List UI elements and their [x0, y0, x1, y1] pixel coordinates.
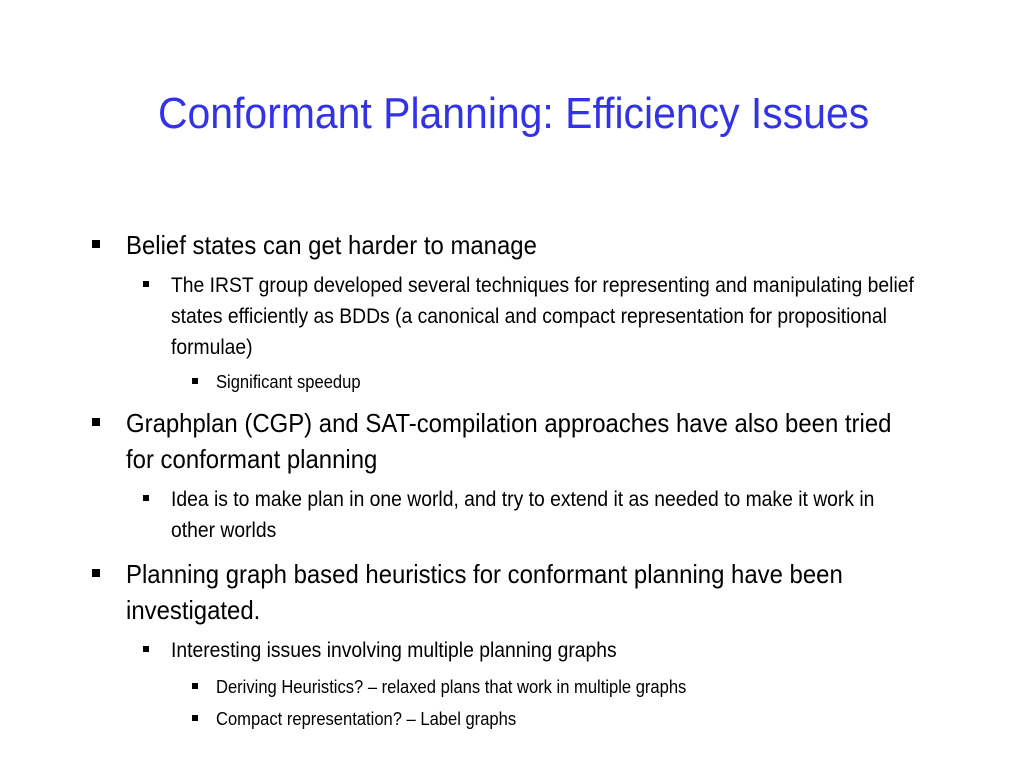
bullet-graphplan [126, 405, 966, 477]
bullet-text: Idea is to make plan in one world, and try to extend it as needed to make it work in other worlds [171, 488, 875, 542]
bullet-text: Deriving Heuristics? – relaxed plans that work in multiple graphs [216, 677, 687, 697]
bullet-planning-graph [126, 556, 966, 628]
square-bullet-icon [92, 240, 100, 248]
square-bullet-icon [143, 646, 149, 652]
bullet-text: Compact representation? – Label graphs [216, 709, 517, 729]
slide-title: Conformant Planning: Efficiency Issues [158, 89, 870, 138]
bullet-belief-states [126, 227, 966, 263]
square-bullet-icon [92, 569, 100, 577]
sub-sub-bullet-speedup [216, 369, 936, 395]
bullet-text: Planning graph based heuristics for conformant planning have been investigated. [126, 559, 843, 625]
bullet-text: Graphplan (CGP) and SAT-compilation approaches have also been tried for conformant planning [126, 408, 892, 474]
square-bullet-icon [143, 495, 149, 501]
bullet-text: Belief states can get harder to manage [126, 230, 537, 260]
sub-sub-bullet-compact-representation [216, 706, 936, 732]
sub-sub-bullet-deriving-heuristics [216, 674, 936, 700]
sub-bullet-irst-group [171, 270, 981, 363]
bullet-text: The IRST group developed several techniques for representing and manipulating belief states efficiently as BDDs (a canonical and compact representation for propositional formulae) [171, 274, 914, 359]
square-bullet-icon [92, 418, 100, 426]
bullet-text: Significant speedup [216, 372, 361, 392]
bullet-text: Interesting issues involving multiple planning graphs [171, 639, 617, 662]
square-bullet-icon [192, 715, 198, 721]
sub-bullet-idea [171, 484, 981, 546]
square-bullet-icon [192, 683, 198, 689]
sub-bullet-interesting-issues [171, 635, 981, 666]
square-bullet-icon [192, 378, 198, 384]
square-bullet-icon [143, 281, 149, 287]
